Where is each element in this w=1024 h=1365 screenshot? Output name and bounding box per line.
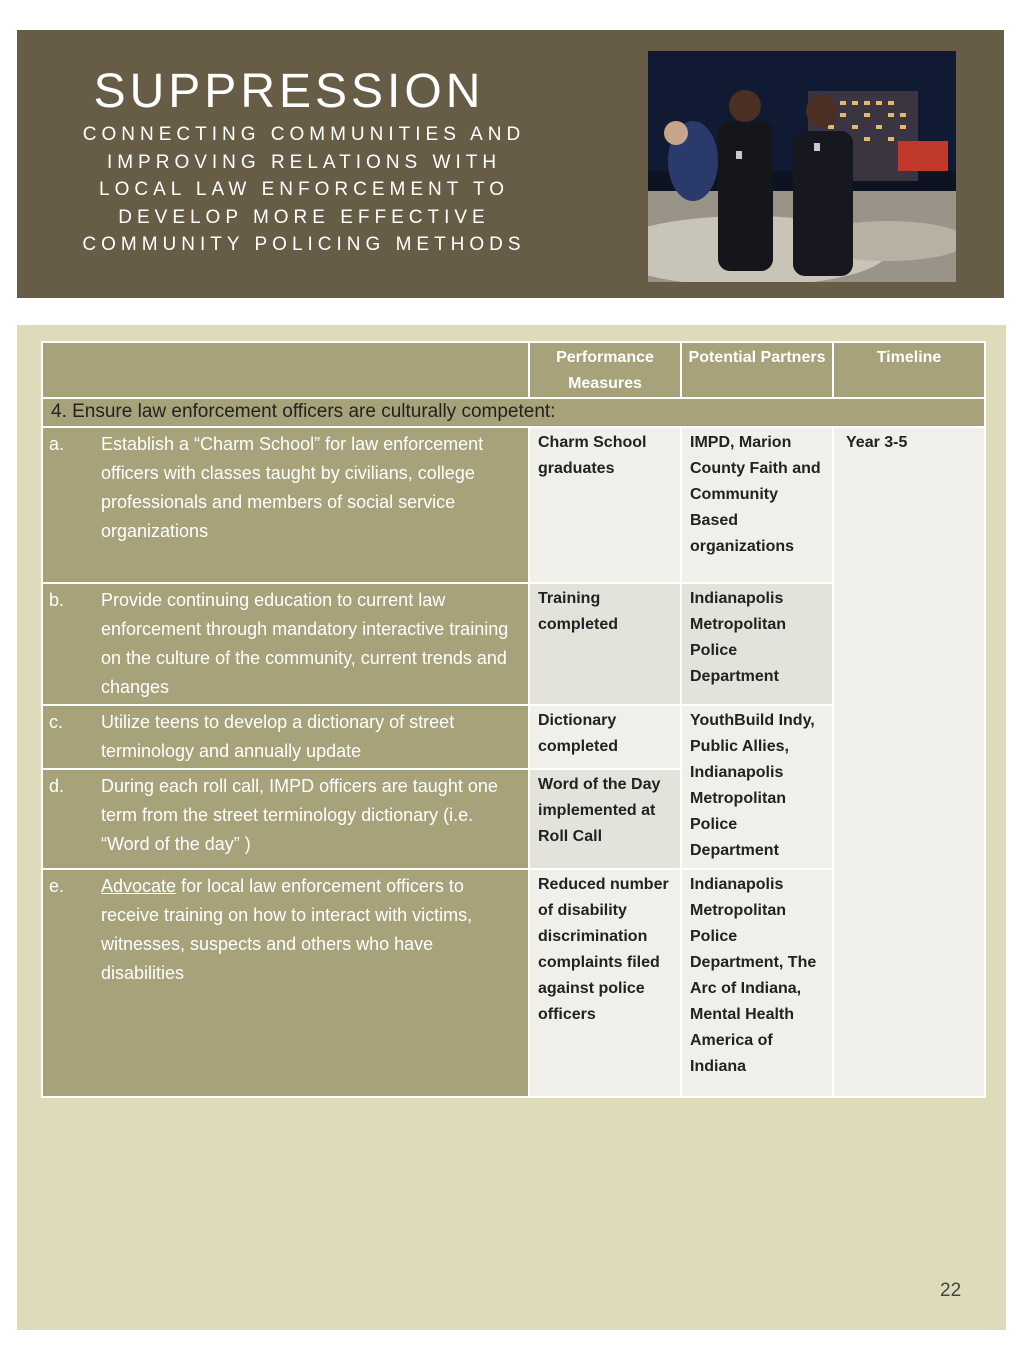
action-cell	[42, 427, 529, 583]
table-header-row	[42, 342, 985, 398]
action-cell	[42, 583, 529, 705]
action-plan-table	[41, 341, 986, 1098]
page-number: 22	[940, 1280, 962, 1301]
action-text: Utilize teens to develop a dictionary of street terminology and annually update	[101, 712, 455, 761]
action-text: Provide continuing education to current law enforcement through mandatory interactive training on the culture of the community, current trends and changes	[101, 590, 509, 697]
header-performance-measures: Performance Measures	[529, 342, 681, 398]
page-title: SUPPRESSION	[93, 65, 485, 118]
action-cell	[42, 705, 529, 769]
table-row	[42, 427, 985, 583]
page-subtitle: CONNECTING COMMUNITIES AND IMPROVING RELATIONS WITH LOCAL LAW ENFORCEMENT TO DEVELOP MORE EFFECTIVE COMMUNITY POLICING METHODS	[82, 124, 526, 255]
section-title: 4. Ensure law enforcement officers are culturally competent:	[42, 398, 985, 427]
header-potential-partners: Potential Partners	[681, 342, 833, 398]
action-text: During each roll call, IMPD officers are taught one term from the street terminology dictionary (i.e. “Word of the day” )	[101, 776, 498, 854]
header-timeline: Timeline	[833, 342, 985, 398]
partners-cell: Indianapolis Metropolitan Police Department	[681, 583, 833, 705]
row-letter: d.	[49, 776, 65, 796]
row-letter: c.	[49, 712, 64, 732]
action-text-rest: for local law enforcement officers to receive training on how to interact with victims, witnesses, suspects and others who have disabilities	[101, 876, 473, 983]
row-letter: a.	[49, 434, 65, 454]
row-letter: e.	[49, 876, 65, 896]
measure-cell: Training completed	[529, 583, 681, 705]
action-text	[101, 872, 511, 988]
advocate-link[interactable]: Advocate	[101, 876, 177, 896]
header-banner	[17, 30, 1004, 298]
content-panel	[17, 325, 1006, 1330]
police-officers-photo	[648, 51, 956, 282]
measure-cell: Reduced number of disability discrimination complaints filed against police officers	[529, 869, 681, 1097]
action-text: Establish a “Charm School” for law enforcement officers with classes taught by civilians, college professionals and members of social service organizations	[101, 434, 484, 541]
timeline-cell: Year 3-5	[833, 427, 985, 1097]
measure-cell: Word of the Day implemented at Roll Call	[529, 769, 681, 869]
partners-cell: YouthBuild Indy, Public Allies, Indianapolis Metropolitan Police Department	[681, 705, 833, 869]
header-blank-cell	[42, 342, 529, 398]
partners-cell: Indianapolis Metropolitan Police Department, The Arc of Indiana, Mental Health America of Indiana	[681, 869, 833, 1097]
action-cell	[42, 869, 529, 1097]
measure-cell: Dictionary completed	[529, 705, 681, 769]
measure-cell: Charm School graduates	[529, 427, 681, 583]
partners-cell: IMPD, Marion County Faith and Community Based organizations	[681, 427, 833, 583]
action-cell	[42, 769, 529, 869]
row-letter: b.	[49, 590, 65, 610]
section-row	[42, 398, 985, 427]
